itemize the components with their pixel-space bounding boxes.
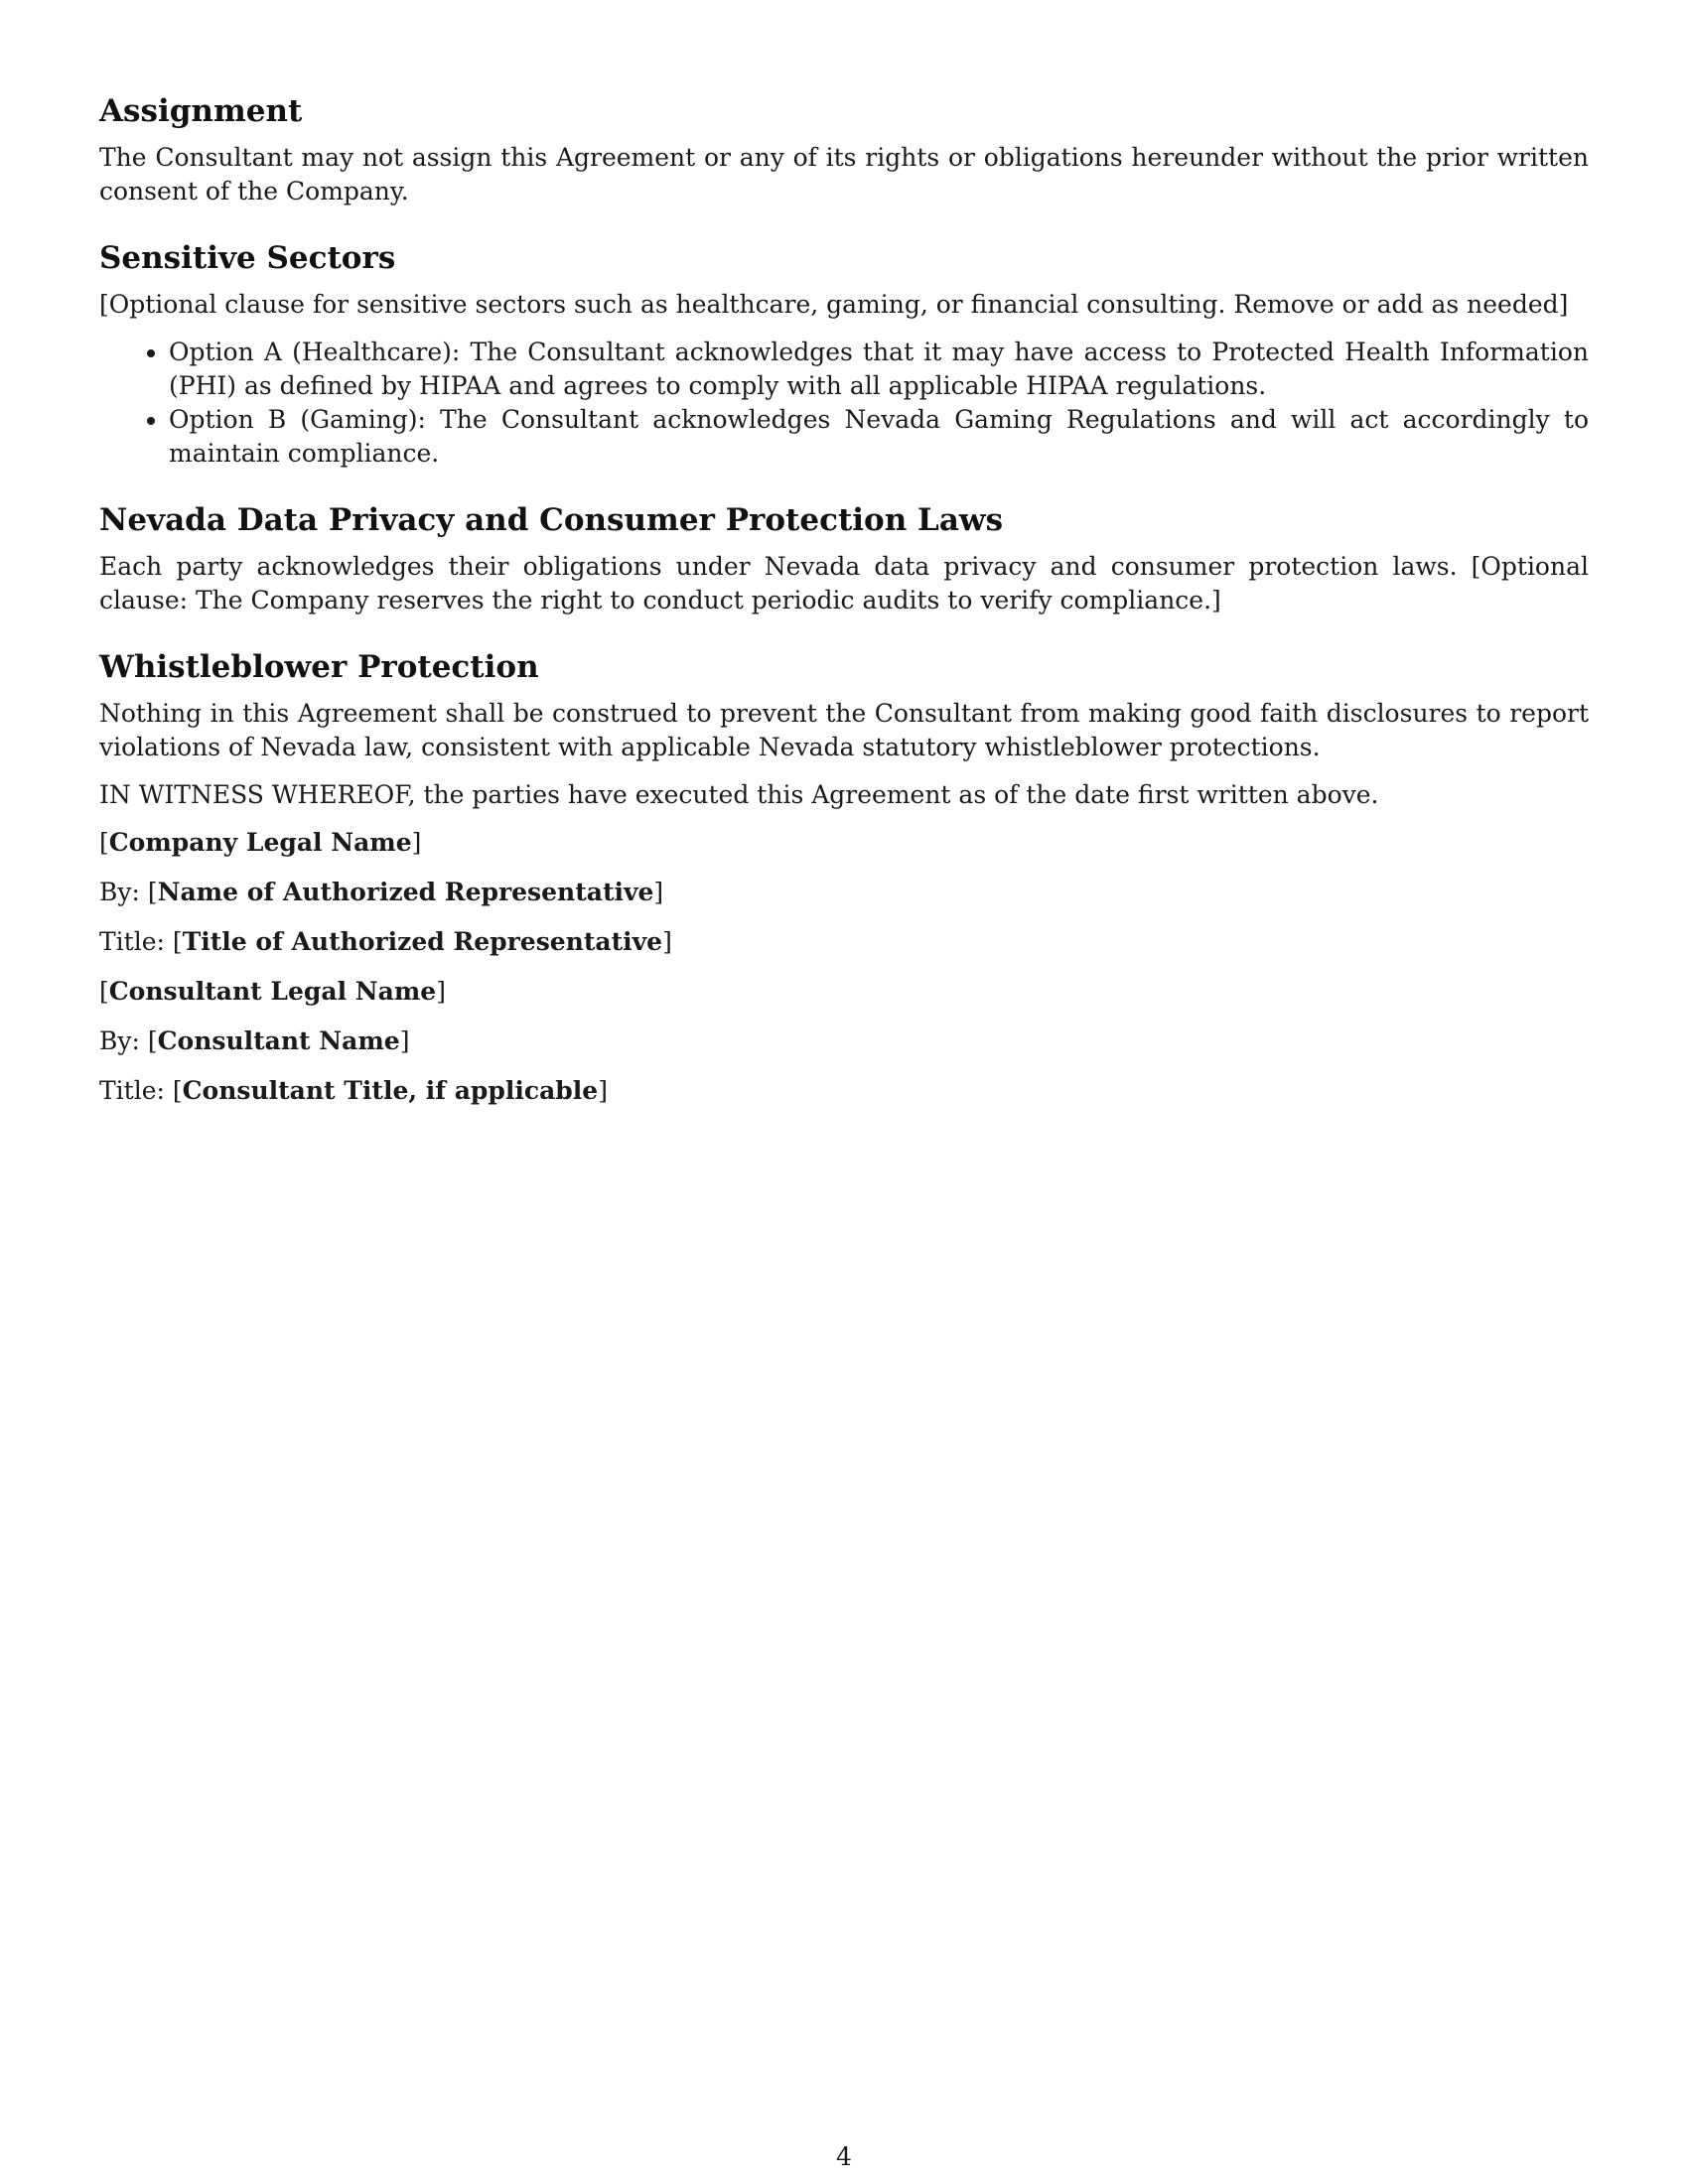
witness-statement: IN WITNESS WHEREOF, the parties have executed this Agreement as of the date first written above. bbox=[99, 780, 1379, 809]
data-privacy-heading: Nevada Data Privacy and Consumer Protection Laws bbox=[99, 502, 1004, 538]
consultant-legal-name: Consultant Legal Name bbox=[108, 977, 437, 1006]
company-name-line: [Company Legal Name] bbox=[99, 828, 422, 857]
data-privacy-section bbox=[99, 500, 1589, 617]
sensitive-sectors-options bbox=[99, 336, 1589, 471]
company-by-line: By: [Name of Authorized Representative] bbox=[99, 878, 664, 906]
sensitive-sectors-intro: [Optional clause for sensitive sectors such as healthcare, gaming, or financial consulting. Remove or add as needed] bbox=[99, 290, 1569, 319]
consultant-name-line: [Consultant Legal Name] bbox=[99, 977, 446, 1006]
company-by-label: By: bbox=[99, 878, 140, 906]
consultant-name: Consultant Name bbox=[157, 1026, 400, 1055]
whistleblower-heading: Whistleblower Protection bbox=[99, 649, 539, 685]
consultant-title-label: Title: bbox=[99, 1076, 165, 1105]
company-title-label: Title: bbox=[99, 927, 165, 956]
consultant-title: Consultant Title, if applicable bbox=[182, 1076, 599, 1105]
company-title-line: Title: [Title of Authorized Representative] bbox=[99, 927, 672, 956]
signature-block bbox=[99, 826, 1589, 1108]
company-representative-title: Title of Authorized Representative bbox=[182, 927, 663, 956]
assignment-text: The Consultant may not assign this Agreement or any of its rights or obligations hereunder without the prior written consent of the Company. bbox=[99, 143, 1589, 205]
consultant-by-line: By: [Consultant Name] bbox=[99, 1026, 410, 1055]
consultant-by-label: By: bbox=[99, 1026, 140, 1055]
assignment-section bbox=[99, 91, 1589, 208]
whistleblower-section bbox=[99, 647, 1589, 812]
option-gaming: • Option B (Gaming): The Consultant acknowledges Nevada Gaming Regulations and will act accordingly to maintain compliance. bbox=[169, 403, 1589, 471]
data-privacy-text: Each party acknowledges their obligations under Nevada data privacy and consumer protection laws. [Optional clause: The Company reserves the right to conduct periodic audits to verify compliance.] bbox=[99, 552, 1589, 614]
option-healthcare: • Option A (Healthcare): The Consultant acknowledges that it may have access to Protected Health Information (PHI) as defined by HIPAA and agrees to comply with all applicable HIPAA regulations. bbox=[169, 336, 1589, 403]
sensitive-sectors-heading: Sensitive Sectors bbox=[99, 240, 396, 276]
company-legal-name: Company Legal Name bbox=[108, 828, 412, 857]
whistleblower-text: Nothing in this Agreement shall be construed to prevent the Consultant from making good faith disclosures to report violations of Nevada law, consistent with applicable Nevada statutory whistleblower protections. bbox=[99, 699, 1589, 761]
document-page bbox=[99, 91, 1589, 1124]
assignment-heading: Assignment bbox=[99, 93, 303, 129]
page-number: 4 bbox=[836, 2142, 852, 2171]
consultant-title-line: Title: [Consultant Title, if applicable] bbox=[99, 1076, 608, 1105]
company-representative-name: Name of Authorized Representative bbox=[157, 878, 654, 906]
sensitive-sectors-section bbox=[99, 238, 1589, 471]
